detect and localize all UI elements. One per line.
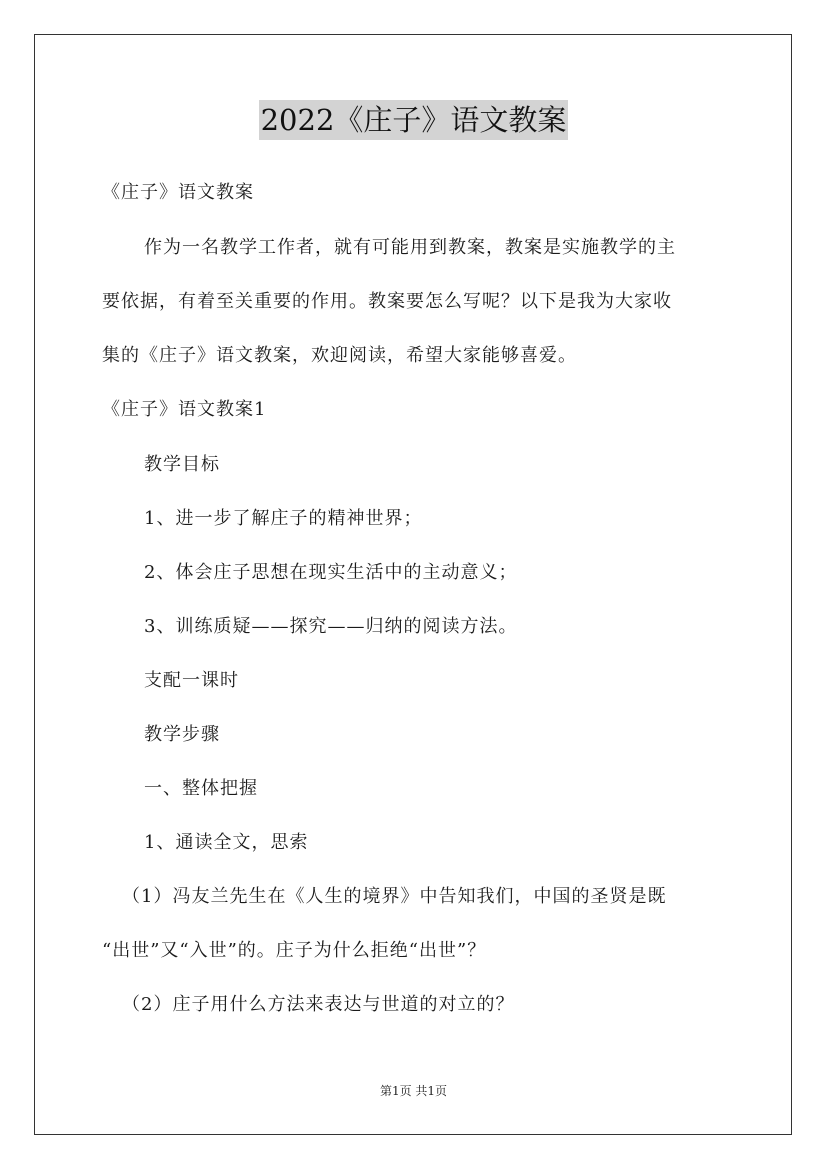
intro-line-1: 作为一名教学工作者，就有可能用到教案，教案是实施教学的主 [144,237,676,258]
schedule-text: 支配一课时 [144,670,239,691]
objective-item-1: 1、进一步了解庄子的精神世界； [144,508,423,529]
document-subtitle: 《庄子》语文教案 [102,182,254,203]
objectives-heading: 教学目标 [144,454,220,475]
step-one-text: 1、通读全文，思索 [144,832,309,853]
objective-item-3: 3、训练质疑——探究——归纳的阅读方法。 [144,616,518,637]
intro-line-3: 集的《庄子》语文教案，欢迎阅读，希望大家能够喜爱。 [102,345,577,366]
intro-line-2: 要依据，有着至关重要的作用。教案要怎么写呢？以下是我为大家收 [102,291,672,312]
question-one-line-1: （1）冯友兰先生在《人生的境界》中告知我们，中国的圣贤是既 [122,886,667,907]
question-one-line-2: “出世”又“入世”的。庄子为什么拒绝“出世”？ [102,940,487,961]
question-two-text: （2）庄子用什么方法来表达与世道的对立的？ [122,994,515,1015]
part-one-heading: 一、整体把握 [144,778,258,799]
page-footer: 第1页 共1页 [379,1084,448,1098]
steps-heading: 教学步骤 [144,724,220,745]
objective-item-2: 2、体会庄子思想在现实生活中的主动意义； [144,562,518,583]
document-title: 2022《庄子》语文教案 [259,100,569,140]
section-heading: 《庄子》语文教案1 [102,399,267,420]
title-container [0,100,827,140]
